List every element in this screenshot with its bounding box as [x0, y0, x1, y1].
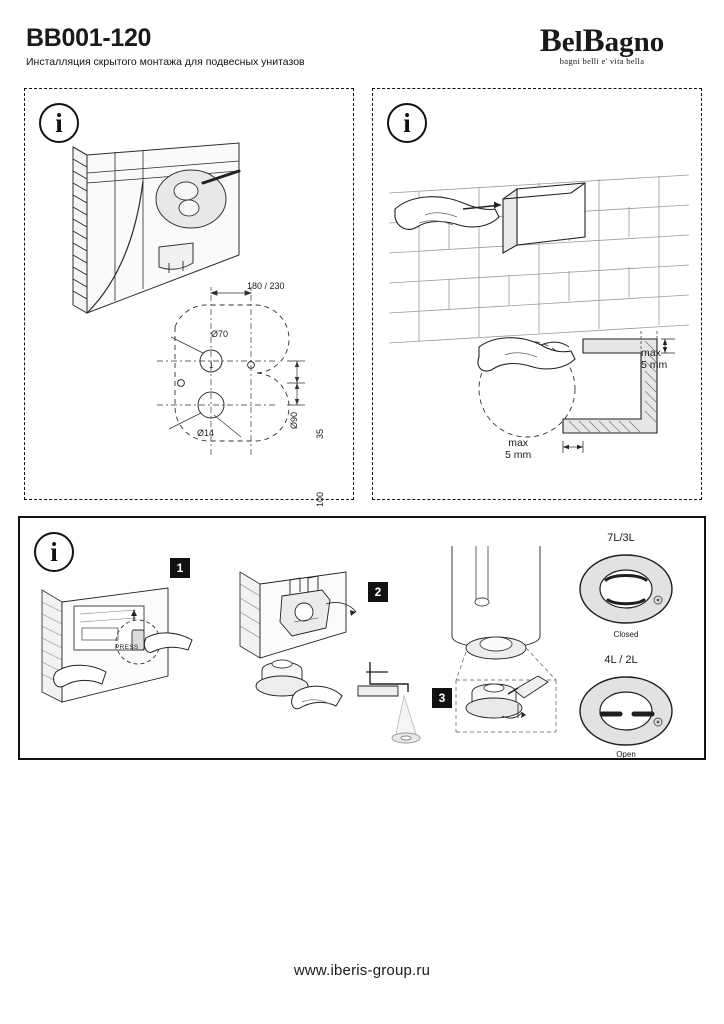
page-subtitle: Инсталляция скрытого монтажа для подвесных унитазов: [26, 56, 305, 68]
document-header: [26, 24, 702, 80]
brand-name-b2: B: [582, 23, 605, 59]
brand-tagline: bagni belli e' vita bella: [559, 56, 645, 66]
step-badge-3: 3: [432, 688, 452, 708]
info-icon: i: [39, 103, 79, 143]
flush-state-label-1: Closed: [613, 630, 639, 639]
brand-logo: [502, 23, 702, 66]
dim-hole-large-label: Ø70: [211, 329, 229, 339]
brand-name-b1: B: [539, 23, 562, 59]
flush-volume-label-2: 4L / 2L: [604, 654, 638, 666]
brand-name-el: el: [561, 26, 583, 58]
max-thickness-right-label: [641, 347, 667, 371]
flush-state-label-2: Open: [616, 750, 636, 759]
max-bottom-line2: 5 mm: [505, 449, 532, 461]
dim-offset-35-label: 35: [315, 428, 325, 439]
step-badge-2: 2: [368, 582, 388, 602]
footer-website[interactable]: www.iberis-group.ru: [293, 962, 431, 979]
info-icon: i: [34, 532, 74, 572]
panel-tile-thickness: [372, 88, 702, 500]
dim-hole-small-label: Ø14: [197, 428, 215, 438]
dim-hole-bottom-label: Ø90: [289, 411, 299, 429]
flush-volume-label-1: 7L/3L: [607, 532, 635, 544]
panel-installation-drilling: [24, 88, 354, 507]
max-thickness-bottom-label: [505, 437, 531, 461]
step-badge-1: 1: [170, 558, 190, 578]
max-right-line1: max: [641, 347, 661, 359]
panel-flush-adjustment: [18, 516, 706, 760]
drilling-template-diagram: [137, 287, 347, 485]
page-title: BB001-120: [26, 24, 152, 52]
dim-marker-1-label: 1: [209, 361, 214, 370]
info-icon: i: [387, 103, 427, 143]
flush-plate-closed-illustration: [576, 552, 676, 626]
flush-plate-open-illustration: [576, 674, 676, 748]
valve-cleaning-illustration: [238, 646, 428, 756]
dim-width-label: 180 / 230: [247, 281, 285, 291]
press-label: PRESS: [115, 644, 139, 651]
max-bottom-line1: max: [508, 437, 529, 449]
max-right-line2: 5 mm: [641, 359, 668, 371]
brand-name-agno: agno: [604, 26, 665, 58]
step3-illustration: [432, 540, 562, 740]
tile-edge-detail-illustration: [465, 301, 695, 481]
dim-offset-100-label: 100: [315, 491, 325, 507]
